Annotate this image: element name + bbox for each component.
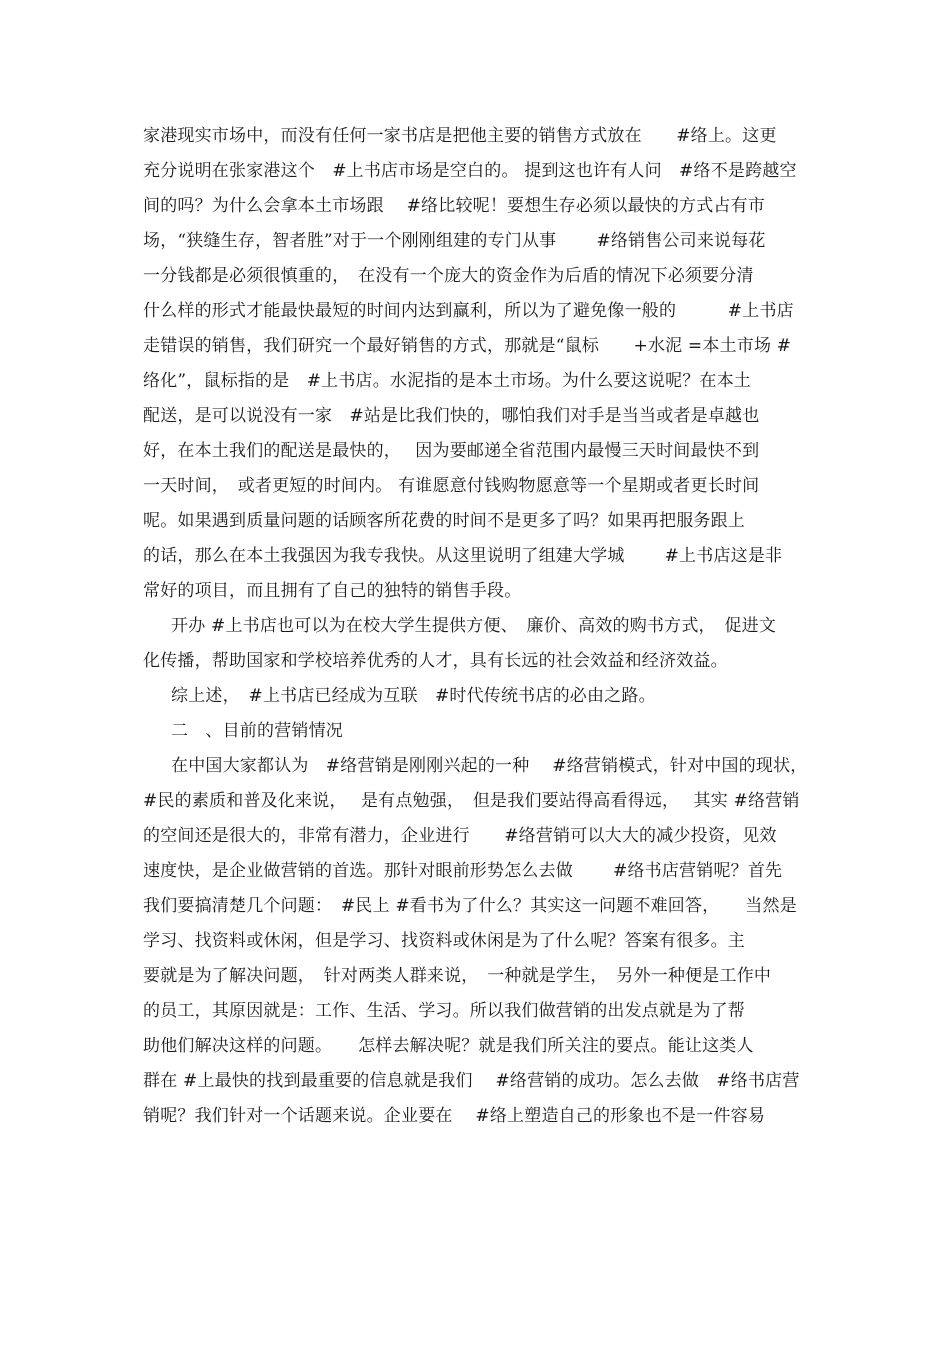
- text-line: 络化”，鼠标指的是 #上书店。水泥指的是本土市场。为什么要这说呢？在本土: [143, 371, 752, 391]
- text-line: 走错误的销售，我们研究一个最好销售的方式，那就是“鼠标 +水泥 =本土市场 #: [143, 336, 792, 356]
- text-line: 我们要搞清楚几个问题： #民上 #看书为了什么？其实这一问题不难回答， 当然是: [143, 896, 797, 916]
- section-heading: 二 、目前的营销情况: [171, 721, 343, 741]
- text-line: 的空间还是很大的，非常有潜力，企业进行 #络营销可以大大的减少投资，见效: [143, 826, 777, 846]
- text-line: 呢。如果遇到质量问题的话顾客所花费的时间不是更多了吗？如果再把服务跟上: [143, 511, 745, 531]
- text-line: 开办 #上书店也可以为在校大学生提供方便、 廉价、高效的购书方式， 促进文: [171, 616, 777, 636]
- text-line: 的员工，其原因就是：工作、生活、学习。所以我们做营销的出发点就是为了帮: [143, 1001, 745, 1021]
- text-line: 间的吗？为什么会拿本土市场跟 #络比较呢！要想生存必须以最快的方式占有市: [143, 196, 766, 216]
- text-line: 学习、找资料或休闲，但是学习、找资料或休闲是为了什么呢？答案有很多。主: [143, 931, 745, 951]
- text-line: 常好的项目，而且拥有了自己的独特的销售手段。: [143, 581, 522, 601]
- text-line: #民的素质和普及化来说， 是有点勉强， 但是我们要站得高看得远， 其实 #络营销: [143, 791, 800, 811]
- text-line: 充分说明在张家港这个 #上书店市场是空白的。 提到这也许有人问 #络不是跨越空: [143, 161, 797, 181]
- text-line: 配送，是可以说没有一家 #站是比我们快的，哪怕我们对手是当当或者是卓越也: [143, 406, 760, 426]
- text-line: 综上述， #上书店已经成为互联 #时代传统书店的必由之路。: [171, 686, 656, 706]
- text-line: 助他们解决这样的问题。 怎样去解决呢？就是我们所关注的要点。能让这类人: [143, 1036, 754, 1056]
- text-line: 速度快，是企业做营销的首选。那针对眼前形势怎么去做 #络书店营销呢？首先: [143, 861, 783, 881]
- text-line: 一分钱都是必须很慎重的， 在没有一个庞大的资金作为后盾的情况下必须要分清: [143, 266, 754, 286]
- text-line: 家港现实市场中，而没有任何一家书店是把他主要的销售方式放在 #络上。这更: [143, 126, 777, 146]
- text-line: 什么样的形式才能最快最短的时间内达到赢利，所以为了避免像一般的 #上书店: [143, 301, 794, 321]
- text-line: 场，“狭缝生存，智者胜”对于一个刚刚组建的专门从事 #络销售公司来说每花: [143, 231, 766, 251]
- text-line: 的话，那么在本土我强因为我专我快。从这里说明了组建大学城 #上书店这是非: [143, 546, 783, 566]
- text-line: 一天时间， 或者更短的时间内。 有谁愿意付钱购物愿意等一个星期或者更长时间: [143, 476, 760, 496]
- text-line: 好，在本土我们的配送是最快的， 因为要邮递全省范围内最慢三天时间最快不到: [143, 441, 760, 461]
- text-line: 群在 #上最快的找到最重要的信息就是我们 #络营销的成功。怎么去做 #络书店营: [143, 1071, 800, 1091]
- text-line: 在中国大家都认为 #络营销是刚刚兴起的一种 #络营销模式，针对中国的现状，: [171, 756, 808, 776]
- text-line: 要就是为了解决问题， 针对两类人群来说， 一种就是学生， 另外一种便是工作中: [143, 966, 772, 986]
- text-line: 化传播，帮助国家和学校培养优秀的人才，具有长远的社会效益和经济效益。: [143, 651, 728, 671]
- text-line: 销呢？我们针对一个话题来说。企业要在 #络上塑造自己的形象也不是一件容易: [143, 1106, 766, 1126]
